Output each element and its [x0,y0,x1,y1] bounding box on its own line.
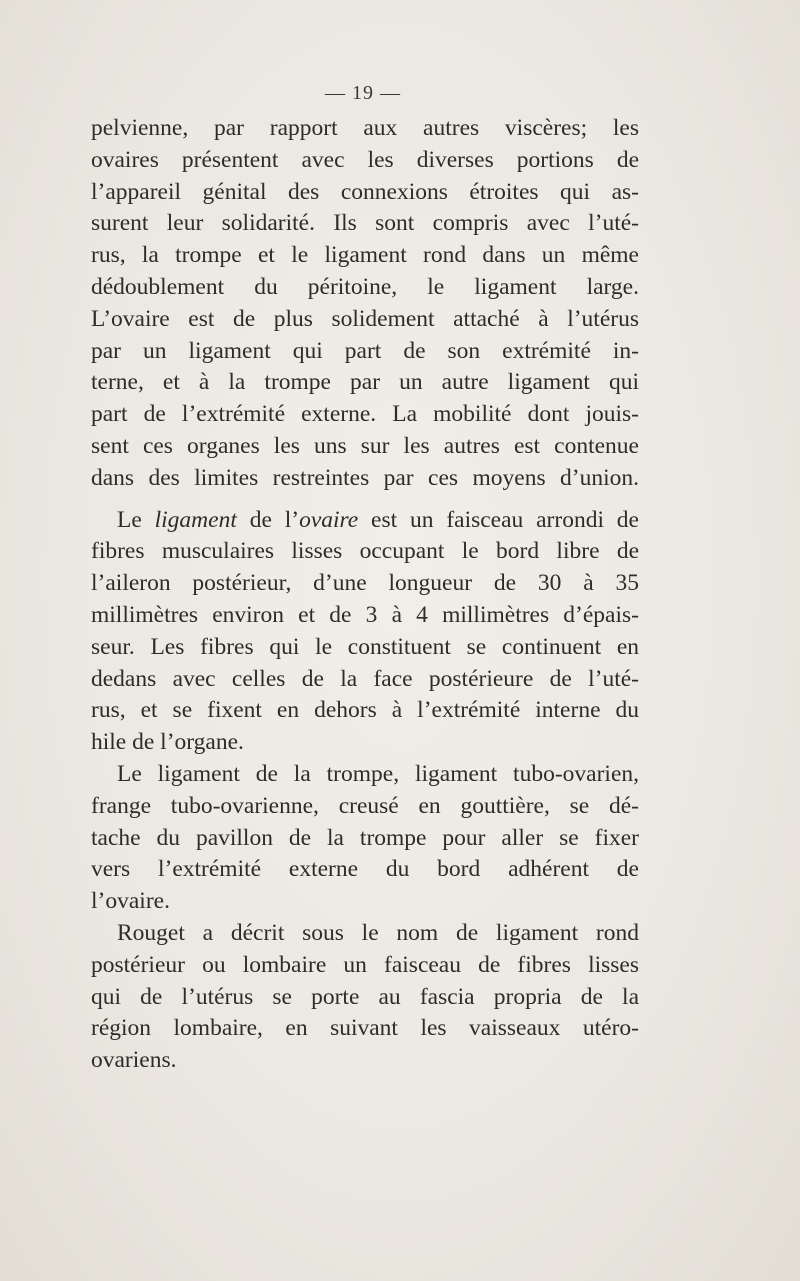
text-line: ovariens. [91,1047,177,1074]
text-line: vers l’extrémité externe du bord adhérent de [91,856,639,883]
text-line: L’ovaire est de plus solidement attaché à l’utérus [91,305,639,332]
text-line: pelvienne, par rapport aux autres viscères; les [91,115,639,141]
text-line: surent leur solidarité. Ils sont compris avec l’uté- [91,210,639,237]
paragraph-2 [91,505,639,759]
paragraph-4 [91,918,639,1077]
text-line: dédoublement du péritoine, le ligament large. [91,273,639,300]
text-line: par un ligament qui part de son extrémité in- [91,337,639,364]
text-run: Le [117,506,155,533]
text-line: qui de l’utérus se porte au fascia propria de la [91,983,639,1010]
italic-term: ligament [154,506,237,533]
text-line: l’appareil génital des connexions étroites qui as- [91,178,639,205]
paragraph-1 [91,113,639,495]
text-run: est un faisceau arrondi de [358,506,639,533]
text-line: l’ovaire. [91,888,170,915]
text-line: terne, et à la trompe par un autre ligament qui [91,369,639,396]
text-line: dans des limites restreintes par ces moyens d’union. [91,464,639,491]
text-line: rus, la trompe et le ligament rond dans un même [91,242,639,269]
text-line: ovaires présentent avec les diverses portions de [91,146,639,173]
paragraph-3 [91,759,639,918]
italic-term: ovaire [299,506,359,533]
body-text [91,113,639,1077]
text-line: part de l’extrémité externe. La mobilité dont jouis- [91,401,639,428]
text-line: hile de l’organe. [91,729,244,756]
page-number: — 19 — [325,82,401,104]
text-run: de l’ [236,506,300,533]
text-line: sent ces organes les uns sur les autres est contenue [91,432,639,459]
text-line: dedans avec celles de la face postérieure de l’uté- [91,665,639,692]
text-line: Le ligament de la trompe, ligament tubo-ovarien, [117,760,639,787]
text-line: Rouget a décrit sous le nom de ligament rond [117,919,639,946]
text-line: tache du pavillon de la trompe pour aller se fixer [91,824,639,851]
text-line-first [91,505,639,537]
text-line: région lombaire, en suivant les vaisseaux utéro- [91,1015,639,1042]
text-line: seur. Les fibres qui le constituent se continuent en [91,633,639,660]
text-line: fibres musculaires lisses occupant le bord libre de [91,538,639,565]
text-line: rus, et se fixent en dehors à l’extrémité interne du [91,697,639,724]
text-line: postérieur ou lombaire un faisceau de fibres lisses [91,951,639,978]
text-line: millimètres environ et de 3 à 4 millimètres d’épais- [91,601,639,628]
text-line: frange tubo-ovarienne, creusé en gouttière, se dé- [91,792,639,819]
text-line: l’aileron postérieur, d’une longueur de 30 à 35 [91,570,639,597]
